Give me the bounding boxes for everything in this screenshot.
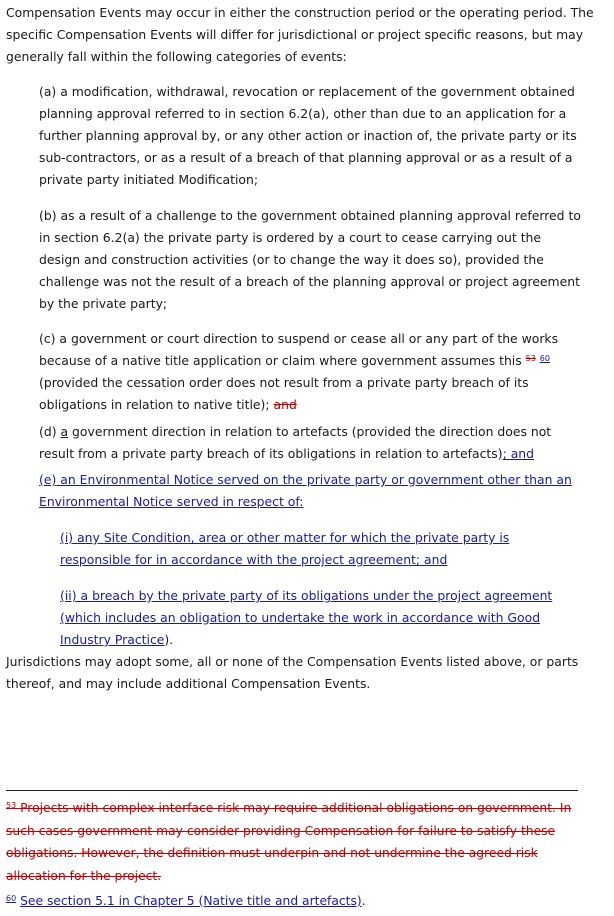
footnote-60-link[interactable]: See section 5.1 in Chapter 5 (Native title and artefacts) xyxy=(20,894,362,908)
footnote-60 xyxy=(6,890,578,913)
sub-item-ii xyxy=(60,585,582,651)
footnote-60-mark: 60 xyxy=(6,894,17,903)
event-item-e xyxy=(39,469,583,513)
footnote-ref-53-deleted[interactable]: 53 xyxy=(525,354,536,363)
footnote-separator xyxy=(6,790,578,791)
inserted-and: ; and xyxy=(502,446,535,461)
event-item-c xyxy=(39,328,583,416)
event-item-c-text: (c) a government or court direction to suspend or cease all or any part of the works because of a native title application or claim where government assumes this xyxy=(39,331,559,368)
footnote-ref-60[interactable]: 60 xyxy=(539,354,550,363)
closing-paragraph: Jurisdictions may adopt some, all or none of the Compensation Events listed above, or parts thereof, and may include additional Compensation Events. xyxy=(6,654,579,691)
footnote-53-text: Projects with complex interface risk may require additional obligations on government. In such cases government may consider providing Compensation for failure to satisfy these obligations. However, the definition must underpin and not undermine the agreed risk allocation for the project. xyxy=(6,801,572,883)
event-item-a: (a) a modification, withdrawal, revocation or replacement of the government obtained planning approval referred to in section 6.2(a), other than due to an application for a further planning approval by, or any other action or inaction of, the private party or its sub-contractors, or as a result of a breach of that planning approval or as a result of a private party initiated Modification; xyxy=(39,84,577,187)
event-item-e-text: Environmental Notice served on the private party or government other than an Environmental Notice served in respect of: xyxy=(39,472,572,509)
sub-item-ii-label: (ii) xyxy=(60,588,77,603)
deleted-and: and xyxy=(273,397,297,412)
event-item-c-tail: (provided the cessation order does not result from a private party breach of its obligations in relation to native title); xyxy=(39,375,529,412)
sub-item-ii-article: a xyxy=(80,588,89,603)
event-item-e-article: an xyxy=(60,472,76,487)
event-item-e-label: (e) xyxy=(39,472,57,487)
event-item-b: (b) as a result of a challenge to the government obtained planning approval referred to in section 6.2(a) the private party is ordered by a court to cease carrying out the design and construction activities (or to change the way it does so), provided the challenge was not the result of a breach of the planning approval or project agreement by the private party; xyxy=(39,208,581,311)
event-item-d-article: a xyxy=(60,424,69,439)
sub-item-i xyxy=(60,527,582,571)
event-item-d xyxy=(39,421,583,465)
sub-item-ii-end: ). xyxy=(164,632,174,647)
intro-paragraph: Compensation Events may occur in either the construction period or the operating period. The specific Compensation Events will differ for jurisdictional or project specific reasons, but may generally fall within the following categories of events: xyxy=(6,5,594,64)
sub-item-ii-text: breach by the private party of its obligations under the project agreement (which includes an obligation to undertake the work in accordance with Good Industry Practice xyxy=(60,588,553,647)
sub-item-i-label: (i) xyxy=(60,530,74,545)
event-item-d-label: (d) xyxy=(39,424,57,439)
footnote-60-end: . xyxy=(361,894,366,908)
footnote-53-deleted xyxy=(6,797,578,887)
sub-item-i-article: any xyxy=(77,530,100,545)
event-item-d-text: government direction in relation to artefacts (provided the direction does not result from a private party breach of its obligations in relation to artefacts) xyxy=(39,424,552,461)
footnote-53-mark: 53 xyxy=(6,801,17,810)
sub-item-i-text: Site Condition, area or other matter for which the private party is responsible for in accordance with the project agreement; and xyxy=(60,530,510,567)
